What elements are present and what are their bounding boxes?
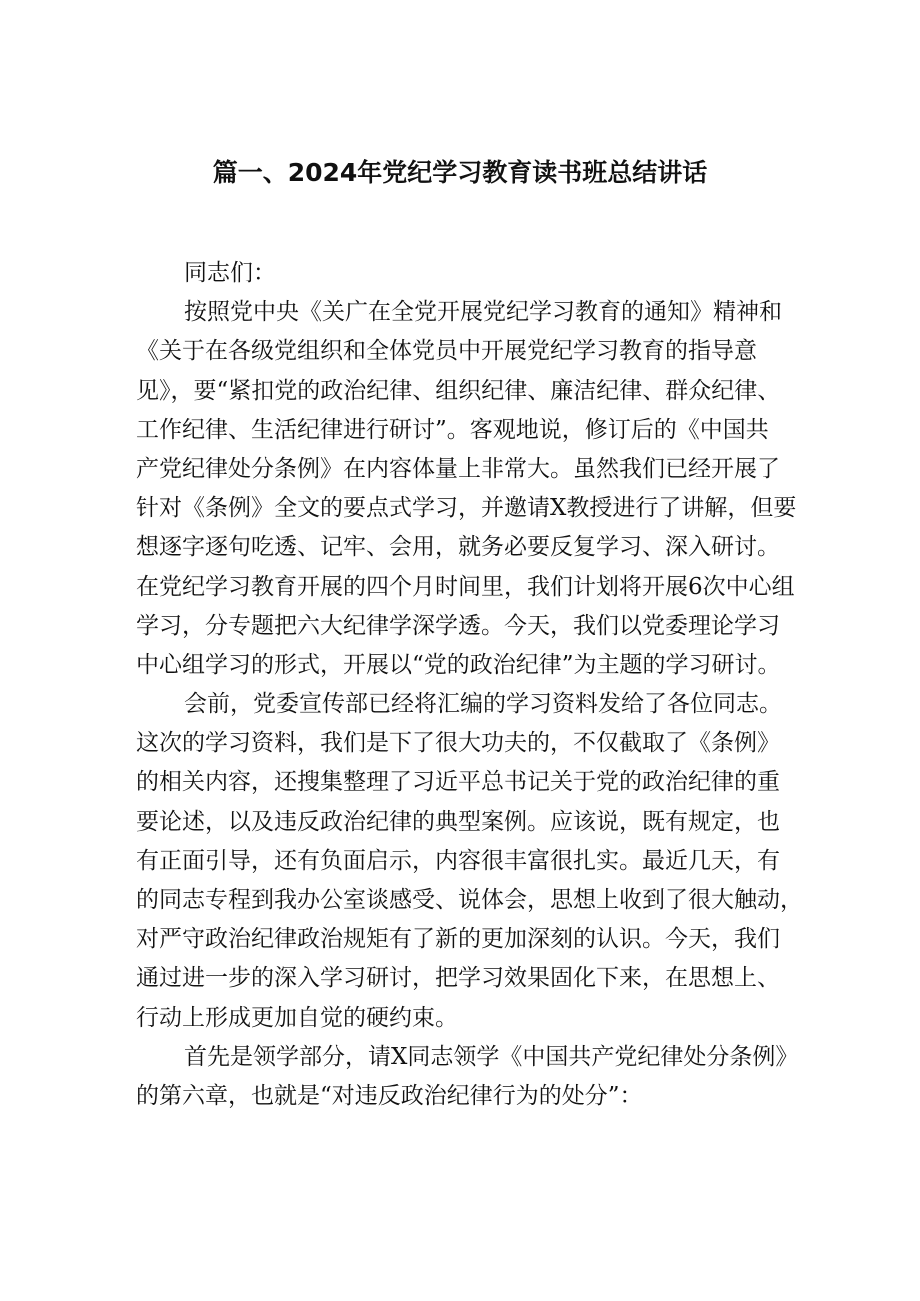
text-line: 在党纪学习教育开展的四个月时间里，我们计划将开展6次中心组 — [136, 573, 795, 600]
text-line: 这次的学习资料，我们是下了很大功夫的，不仅截取了《条例》 — [136, 730, 780, 757]
text-line: 工作纪律、生活纪律进行研讨”。客观地说，修订后的《中国共 — [136, 416, 769, 443]
document-body — [136, 254, 803, 1116]
text-line: 通过进一步的深入学习研讨，把学习效果固化下来，在思想上、 — [136, 965, 780, 992]
text-line: 见》，要“紧扣党的政治纪律、组织纪律、廉洁纪律、群众纪律、 — [136, 377, 781, 404]
text-line: 想逐字逐句吃透、记牢、会用，就务必要反复学习、深入研讨。 — [136, 534, 780, 561]
text-line: 行动上形成更加自觉的硬约束。 — [136, 1004, 458, 1031]
text-line: 的相关内容，还搜集整理了习近平总书记关于党的政治纪律的重 — [136, 769, 780, 796]
salutation: 同志们： — [184, 260, 276, 286]
text-line: 的第六章，也就是“对违反政治纪律行为的处分”： — [136, 1082, 643, 1109]
text-line: 学习，分专题把六大纪律学深学透。今天，我们以党委理论学习 — [136, 612, 780, 639]
text-line: 对严守政治纪律政治规矩有了新的更加深刻的认识。今天，我们 — [136, 926, 780, 953]
text-line: 首先是领学部分，请X同志领学《中国共产党纪律处分条例》 — [184, 1043, 799, 1070]
document-title: 篇一、2024年党纪学习教育读书班总结讲话 — [212, 158, 708, 187]
text-line: 产党纪律处分条例》在内容体量上非常大。虽然我们已经开展了 — [136, 455, 780, 482]
text-line: 按照党中央《关广在全党开展党纪学习教育的通知》精神和 — [184, 299, 782, 326]
text-line: 会前，党委宣传部已经将汇编的学习资料发给了各位同志。 — [184, 691, 782, 718]
text-line: 有正面引导，还有负面启示，内容很丰富很扎实。最近几天，有 — [136, 847, 780, 874]
text-line: 的同志专程到我办公室谈感受、说体会，思想上收到了很大触动， — [136, 887, 803, 913]
text-line: 要论述，以及违反政治纪律的典型案例。应该说，既有规定，也 — [136, 808, 780, 835]
text-line: 针对《条例》全文的要点式学习，并邀请X教授进行了讲解，但要 — [136, 495, 797, 522]
text-line: 中心组学习的形式，开展以“党的政治纪律”为主题的学习研讨。 — [136, 651, 781, 678]
text-line: 《关于在各级党组织和全体党员中开展党纪学习教育的指导意 — [136, 338, 757, 365]
